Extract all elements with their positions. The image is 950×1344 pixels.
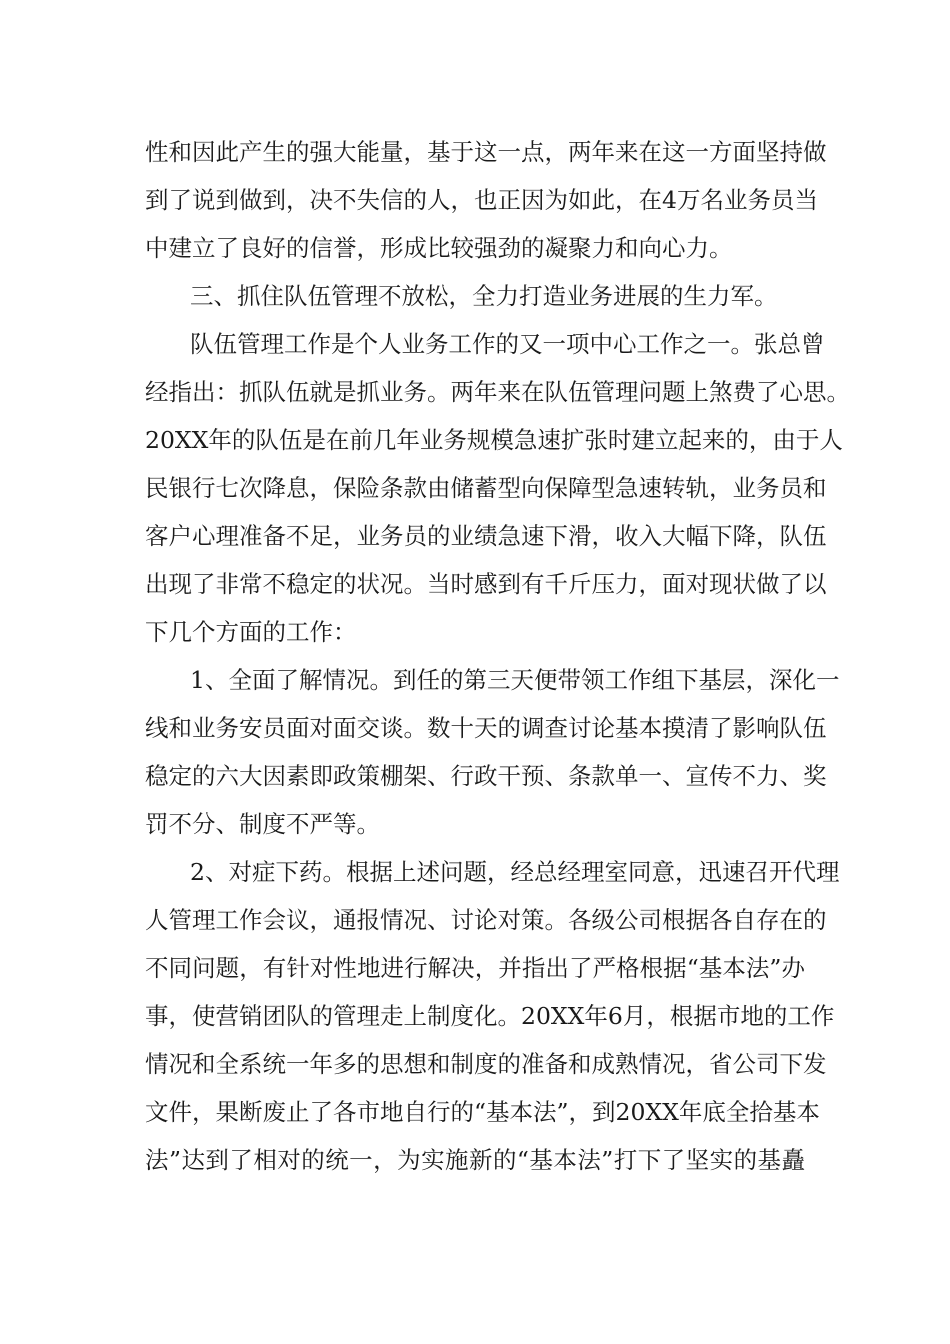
text-line: 事，使营销团队的管理走上制度化。20XX年6月，根据市地的工作: [145, 1002, 835, 1030]
text-line: 不同问题，有针对性地进行解决，并指出了严格根据“基本法”办: [145, 954, 805, 982]
text-line: 下几个方面的工作：: [145, 618, 357, 646]
text-line: 经指出：抓队伍就是抓业务。两年来在队伍管理问题上煞费了心思。: [145, 378, 850, 406]
section-heading: 三、抓住队伍管理不放松，全力打造业务进展的生力军。: [190, 282, 778, 310]
text-line: 法”达到了相对的统一，为实施新的“基本法”打下了坚实的基矗: [145, 1146, 805, 1174]
text-line: 客户心理准备不足，业务员的业绩急速下滑，收入大幅下降，队伍: [145, 522, 827, 550]
text-line: 到了说到做到，决不失信的人，也正因为如此，在4万名业务员当: [145, 186, 818, 214]
text-line: 文件，果断废止了各市地自行的“基本法”，到20XX年底全拾基本: [145, 1098, 820, 1126]
text-line: 罚不分、制度不严等。: [145, 810, 380, 838]
text-line: 队伍管理工作是个人业务工作的又一项中心工作之一。张总曾: [190, 330, 825, 358]
text-line: 稳定的六大因素即政策棚架、行政干预、条款单一、宣传不力、奖: [145, 762, 827, 790]
text-line: 中建立了良好的信誉，形成比较强劲的凝聚力和向心力。: [145, 234, 733, 262]
text-line: 线和业务安员面对面交谈。数十天的调查讨论基本摸清了影响队伍: [145, 714, 827, 742]
text-line: 1、全面了解情况。到任的第三天便带领工作组下基层，深化一: [190, 666, 840, 694]
text-line: 民银行七次降息，保险条款由储蓄型向保障型急速转轨，业务员和: [145, 474, 827, 502]
text-line: 情况和全系统一年多的思想和制度的准备和成熟情况，省公司下发: [145, 1050, 827, 1078]
text-line: 2、对症下药。根据上述问题，经总经理室同意，迅速召开代理: [190, 858, 840, 886]
text-line: 20XX年的队伍是在前几年业务规模急速扩张时建立起来的，由于人: [145, 426, 843, 454]
text-line: 出现了非常不稳定的状况。当时感到有千斤压力，面对现状做了以: [145, 570, 827, 598]
text-line: 人管理工作会议，通报情况、讨论对策。各级公司根据各自存在的: [145, 906, 827, 934]
text-line: 性和因此产生的强大能量，基于这一点，两年来在这一方面坚持做: [145, 138, 827, 166]
